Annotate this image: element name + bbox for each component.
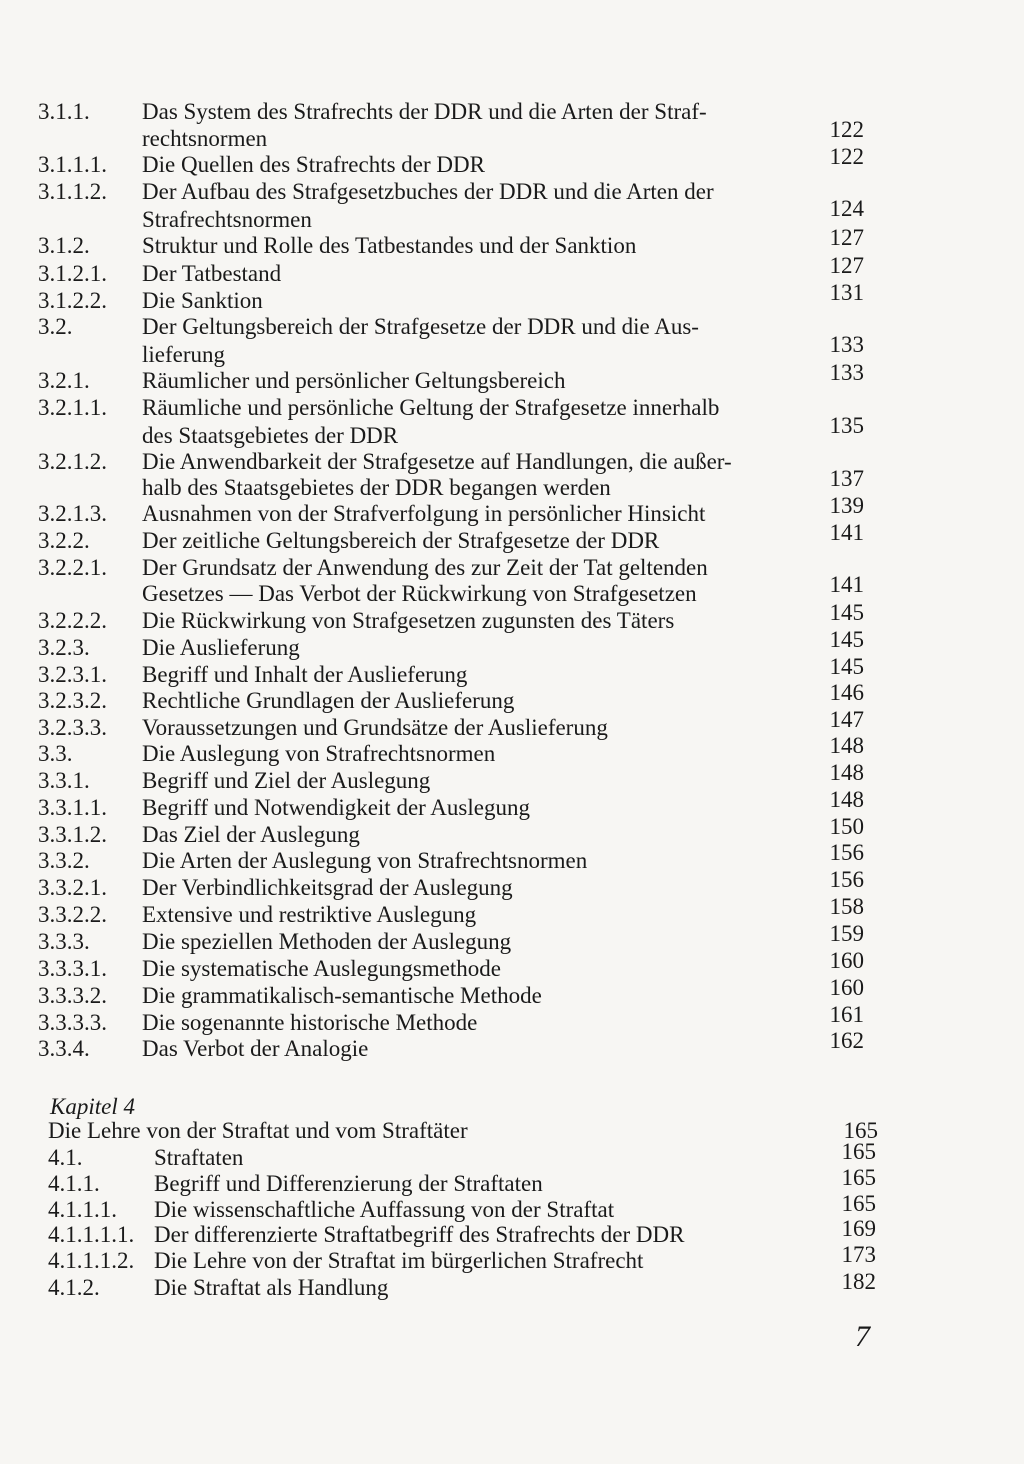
- toc-entry-page: 133: [829, 360, 864, 385]
- toc-entry-title: Begriff und Ziel der Auslegung: [142, 768, 431, 793]
- toc-entry-title: Die Arten der Auslegung von Strafrechtsnormen: [142, 848, 588, 873]
- toc-entry: [38, 280, 864, 314]
- toc-entry-title: Die Sanktion: [142, 288, 263, 313]
- toc-entry: [38, 360, 864, 394]
- chapter-title-row: [48, 1117, 878, 1144]
- toc-entry-number: 3.3.1.1.: [38, 795, 107, 820]
- toc-entry-title: Das Verbot der Analogie: [142, 1036, 369, 1061]
- toc-entry-page: 162: [829, 1028, 864, 1053]
- toc-entry-page: 133: [829, 332, 864, 357]
- toc-entry-number: 3.2.3.3.: [38, 715, 107, 740]
- toc-entry: [48, 1269, 876, 1301]
- toc-entry-page: 137: [829, 466, 864, 491]
- toc-entry-number: 3.2.1.2.: [38, 449, 107, 474]
- toc-entry-title: Die wissenschaftliche Auffassung von der Straftat: [154, 1197, 615, 1222]
- toc-entry-number: 3.3.: [38, 741, 73, 766]
- toc-entry-page: 160: [829, 975, 864, 1000]
- toc-entry-title: Der differenzierte Straftatbegriff des Strafrechts der DDR: [154, 1222, 685, 1247]
- toc-entry-title-continued: Strafrechtsnormen: [142, 207, 312, 232]
- toc-entry: [48, 1165, 876, 1197]
- toc-entry-title: Der Tatbestand: [142, 261, 282, 286]
- toc-entry-number: 3.3.2.1.: [38, 875, 107, 900]
- toc-entry-title: Räumliche und persönliche Geltung der Strafgesetze innerhalb: [142, 395, 720, 420]
- toc-entry: [38, 707, 864, 741]
- toc-entry-number: 3.2.3.2.: [38, 688, 107, 713]
- toc-entry-page: 145: [829, 654, 864, 679]
- toc-entry-number: 4.1.1.: [48, 1171, 100, 1196]
- toc-entry-title: Der Geltungsbereich der Strafgesetze der DDR und die Aus-: [142, 314, 699, 339]
- toc-entry-number: 3.1.2.: [38, 233, 90, 258]
- toc-entry-title: Die Anwendbarkeit der Strafgesetze auf Handlungen, die außer-: [142, 449, 732, 474]
- toc-entry-title: Begriff und Differenzierung der Straftaten: [154, 1171, 543, 1196]
- toc-entry-number: 3.2.2.2.: [38, 608, 107, 633]
- toc-entry: [38, 654, 864, 688]
- toc-entry-title: Extensive und restriktive Auslegung: [142, 902, 477, 927]
- toc-entry: [38, 144, 864, 178]
- toc-entry-title: Die Straftat als Handlung: [154, 1275, 389, 1300]
- toc-entry-number: 3.1.1.: [38, 99, 90, 124]
- toc-entry-number: 3.3.1.: [38, 768, 90, 793]
- toc-entry-page: 165: [841, 1165, 876, 1190]
- toc-entry-title-continued: Gesetzes — Das Verbot der Rückwirkung von Strafgesetzen: [142, 581, 697, 606]
- toc-entry: [48, 1139, 876, 1171]
- toc-entry-title: Begriff und Notwendigkeit der Auslegung: [142, 795, 530, 820]
- toc-entry-page: 148: [829, 733, 864, 758]
- toc-entry-number: 3.2.3.1.: [38, 662, 107, 687]
- toc-entry: [38, 98, 864, 152]
- toc-entry: [38, 520, 864, 554]
- toc-entry: [38, 554, 864, 608]
- toc-entry: [38, 787, 864, 821]
- toc-entry-page: 148: [829, 760, 864, 785]
- toc-entry-title: Die speziellen Methoden der Auslegung: [142, 929, 512, 954]
- page-number: 7: [855, 1320, 870, 1353]
- toc-entry-number: 3.3.3.1.: [38, 956, 107, 981]
- toc-entry-number: 3.2.1.1.: [38, 395, 107, 420]
- toc-entry-title: Ausnahmen von der Strafverfolgung in persönlicher Hinsicht: [142, 501, 706, 526]
- toc-entry-page: 169: [841, 1216, 876, 1241]
- toc-entry-number: 3.3.1.2.: [38, 822, 107, 847]
- toc-entry: [38, 448, 864, 502]
- toc-entry: [38, 600, 864, 634]
- toc-entry-number: 3.3.3.: [38, 929, 90, 954]
- toc-entry-title: Die Quellen des Strafrechts der DDR: [142, 152, 485, 177]
- toc-entry-title: Die systematische Auslegungsmethode: [142, 956, 501, 981]
- toc-entry-number: 4.1.1.1.: [48, 1197, 117, 1222]
- toc-entry-title: Der zeitliche Geltungsbereich der Strafgesetze der DDR: [142, 528, 660, 553]
- toc-entry-page: 146: [829, 680, 864, 705]
- toc-entry: [38, 894, 864, 928]
- toc-entry-number: 3.2.: [38, 314, 73, 339]
- toc-entry-page: 141: [829, 520, 864, 545]
- toc-entry: [38, 178, 864, 232]
- toc-entry-title: Das System des Strafrechts der DDR und die Arten der Straf-: [142, 99, 707, 124]
- chapter-page: 165: [843, 1118, 878, 1143]
- toc-entry-title: Straftaten: [154, 1145, 244, 1170]
- toc-entry-page: 127: [829, 253, 864, 278]
- toc-entry-title: Die sogenannte historische Methode: [142, 1010, 478, 1035]
- toc-entry-title: Der Aufbau des Strafgesetzbuches der DDR und die Arten der: [142, 179, 714, 204]
- toc-entry-number: 3.3.3.2.: [38, 983, 107, 1008]
- toc-entry: [38, 975, 864, 1009]
- toc-entry-title: Voraussetzungen und Grundsätze der Auslieferung: [142, 715, 608, 740]
- toc-entry-number: 3.1.2.1.: [38, 261, 107, 286]
- toc-entry-title: Rechtliche Grundlagen der Auslieferung: [142, 688, 515, 713]
- toc-entry-page: 147: [829, 707, 864, 732]
- toc-entry: [38, 733, 864, 767]
- toc-entry-title-continued: lieferung: [142, 342, 226, 367]
- toc-entry-number: 3.2.2.: [38, 528, 90, 553]
- toc-entry-title: Die Auslieferung: [142, 635, 300, 660]
- toc-entry-title: Struktur und Rolle des Tatbestandes und der Sanktion: [142, 233, 637, 258]
- toc-entry: [38, 921, 864, 955]
- toc-entry: [38, 867, 864, 901]
- toc-entry-title: Räumlicher und persönlicher Geltungsbereich: [142, 368, 566, 393]
- toc-entry-page: 156: [829, 840, 864, 865]
- toc-entry-number: 4.1.2.: [48, 1275, 100, 1300]
- toc-entry-number: 4.1.: [48, 1145, 83, 1170]
- toc-entry: [38, 680, 864, 714]
- toc-entry-title: Das Ziel der Auslegung: [142, 822, 360, 847]
- toc-entry: [38, 840, 864, 874]
- toc-entry-number: 4.1.1.1.2.: [48, 1248, 135, 1273]
- toc-entry-page: 135: [829, 413, 864, 438]
- toc-entry-page: 160: [829, 948, 864, 973]
- toc-entry: [38, 760, 864, 794]
- toc-entry-page: 158: [829, 894, 864, 919]
- toc-entry: [38, 627, 864, 661]
- toc-entry-page: 124: [829, 196, 864, 221]
- toc-entry-number: 3.2.2.1.: [38, 555, 107, 580]
- toc-entry: [38, 1028, 864, 1062]
- toc-entry-page: 148: [829, 787, 864, 812]
- toc-entry: [38, 1002, 864, 1036]
- toc-entry-number: 3.1.1.2.: [38, 179, 107, 204]
- toc-entry-title: Die Auslegung von Strafrechtsnormen: [142, 741, 496, 766]
- toc-entry: [38, 225, 864, 259]
- toc-entry-number: 3.3.4.: [38, 1036, 90, 1061]
- toc-entry-page: 122: [829, 117, 864, 142]
- chapter-title: Die Lehre von der Straftat und vom Straftäter: [48, 1118, 468, 1143]
- toc-entry: [48, 1242, 876, 1274]
- toc-entry-page: 156: [829, 867, 864, 892]
- toc-entry: [48, 1216, 876, 1248]
- toc-entry-number: 3.3.2.2.: [38, 902, 107, 927]
- toc-entry-number: 3.1.2.2.: [38, 288, 107, 313]
- toc-entry-page: 139: [829, 493, 864, 518]
- toc-entry-page: 127: [829, 225, 864, 250]
- toc-entry-title: Die Rückwirkung von Strafgesetzen zugunsten des Täters: [142, 608, 675, 633]
- toc-entry-page: 145: [829, 627, 864, 652]
- toc-entry-page: 165: [841, 1139, 876, 1164]
- toc-entry-number: 3.1.1.1.: [38, 152, 107, 177]
- toc-entry-number: 3.2.1.3.: [38, 501, 107, 526]
- toc-entry-page: 159: [829, 921, 864, 946]
- toc-entry: [38, 313, 864, 367]
- toc-entry-page: 131: [829, 280, 864, 305]
- toc-entry: [38, 253, 864, 287]
- toc-entry: [38, 493, 864, 527]
- toc-entry: [38, 394, 864, 448]
- toc-entry-page: 141: [829, 572, 864, 597]
- toc-entry-title-continued: rechtsnormen: [142, 126, 268, 151]
- chapter-label: Kapitel 4: [50, 1094, 135, 1119]
- toc-entry-number: 3.2.1.: [38, 368, 90, 393]
- toc-entry-title-continued: des Staatsgebietes der DDR: [142, 423, 399, 448]
- toc-entry-page: 173: [841, 1242, 876, 1267]
- toc-entry-page: 161: [829, 1002, 864, 1027]
- toc-entry-page: 150: [829, 814, 864, 839]
- toc-entry-title-continued: halb des Staatsgebietes der DDR begangen werden: [142, 475, 611, 500]
- toc-entry: [38, 948, 864, 982]
- toc-entry-number: 3.3.2.: [38, 848, 90, 873]
- toc-entry-page: 145: [829, 600, 864, 625]
- toc-entry-number: 3.2.3.: [38, 635, 90, 660]
- toc-entry-number: 4.1.1.1.1.: [48, 1222, 135, 1247]
- toc-entry-page: 182: [841, 1269, 876, 1294]
- toc-entry-title: Die grammatikalisch-semantische Methode: [142, 983, 542, 1008]
- toc-entry-title: Begriff und Inhalt der Auslieferung: [142, 662, 468, 687]
- toc-entry-title: Der Verbindlichkeitsgrad der Auslegung: [142, 875, 513, 900]
- toc-entry: [48, 1191, 876, 1223]
- toc-entry: [38, 814, 864, 848]
- toc-entry-page: 122: [829, 144, 864, 169]
- toc-entry-number: 3.3.3.3.: [38, 1010, 107, 1035]
- toc-entry-page: 165: [841, 1191, 876, 1216]
- toc-entry-title: Die Lehre von der Straftat im bürgerlichen Strafrecht: [154, 1248, 644, 1273]
- toc-entry-title: Der Grundsatz der Anwendung des zur Zeit der Tat geltenden: [142, 555, 708, 580]
